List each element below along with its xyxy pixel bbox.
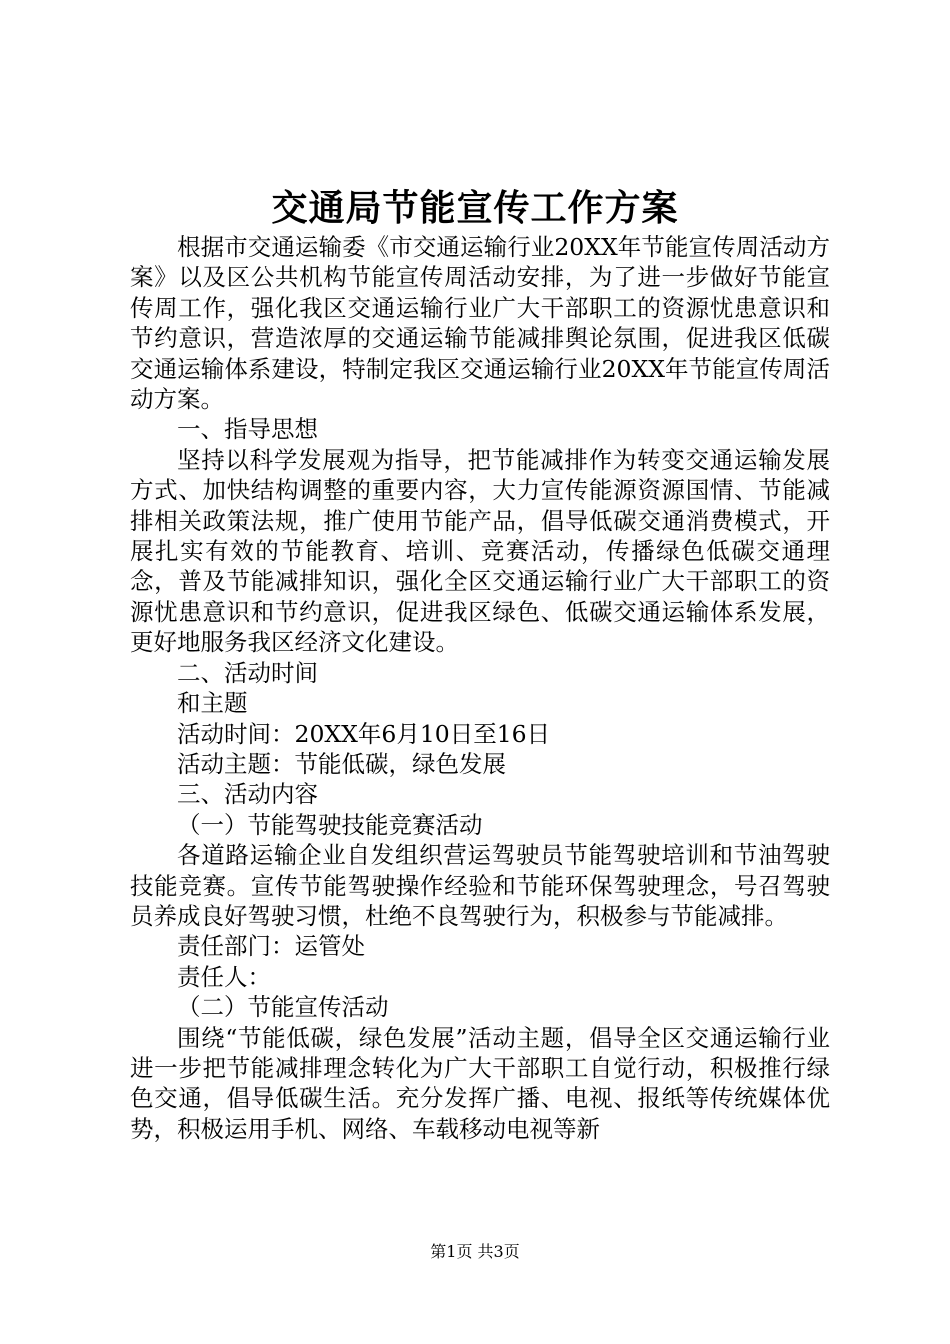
subheading-driving-contest: （一）节能驾驶技能竞赛活动 (177, 810, 483, 839)
paragraph-activity-theme: 活动主题：节能低碳，绿色发展 (177, 749, 506, 778)
paragraph-publicity-activity: 围绕“节能低碳，绿色发展”活动主题，倡导全区交通运输行业进一步把节能减排理念转化为广大干部职工自觉行动，积极推行绿色交通，倡导低碳生活。充分发挥广播、电视、报纸等传统媒体优势，积极运用手机、网络、车载移动电视等新 (130, 1023, 830, 1143)
paragraph-driving-contest: 各道路运输企业自发组织营运驾驶员节能驾驶培训和节油驾驶技能竞赛。宣传节能驾驶操作经验和节能环保驾驶理念，号召驾驶员养成良好驾驶习惯，杜绝不良驾驶行为，积极参与节能减排。 (130, 841, 830, 930)
section-heading-activity-content: 三、活动内容 (177, 780, 318, 809)
paragraph-guiding-ideology: 坚持以科学发展观为指导，把节能减排作为转变交通运输发展方式、加快结构调整的重要内容，大力宣传能源资源国情、节能减排相关政策法规，推广使用节能产品，倡导低碳交通消费模式，开展扎实有效的节能教育、培训、竞赛活动，传播绿色低碳交通理念，普及节能减排知识，强化全区交通运输行业广大干部职工的资源忧患意识和节约意识，促进我区绿色、低碳交通运输体系发展，更好地服务我区经济文化建设。 (130, 445, 830, 657)
subheading-publicity-activity: （二）节能宣传活动 (177, 993, 389, 1022)
paragraph-intro: 根据市交通运输委《市交通运输行业20XX年节能宣传周活动方案》以及区公共机构节能宣传周活动安排，为了进一步做好节能宣传周工作，强化我区交通运输行业广大干部职工的资源忧患意识和节约意识，营造浓厚的交通运输节能减排舆论氛围，促进我区低碳交通运输体系建设，特制定我区交通运输行业20XX年节能宣传周活动方案。 (130, 233, 830, 414)
page-number-footer: 第1页 共3页 (430, 1242, 520, 1261)
section-heading-guiding-ideology: 一、指导思想 (177, 415, 318, 444)
paragraph-responsible-department: 责任部门：运管处 (177, 932, 365, 961)
document-body (130, 232, 830, 1144)
section-heading-activity-time: 二、活动时间 (177, 658, 318, 687)
paragraph-activity-time: 活动时间：20XX年6月10日至16日 (177, 719, 551, 748)
section-heading-continued: 和主题 (177, 689, 248, 718)
paragraph-responsible-person: 责任人： (177, 962, 271, 991)
document-title: 交通局节能宣传工作方案 (271, 187, 679, 229)
